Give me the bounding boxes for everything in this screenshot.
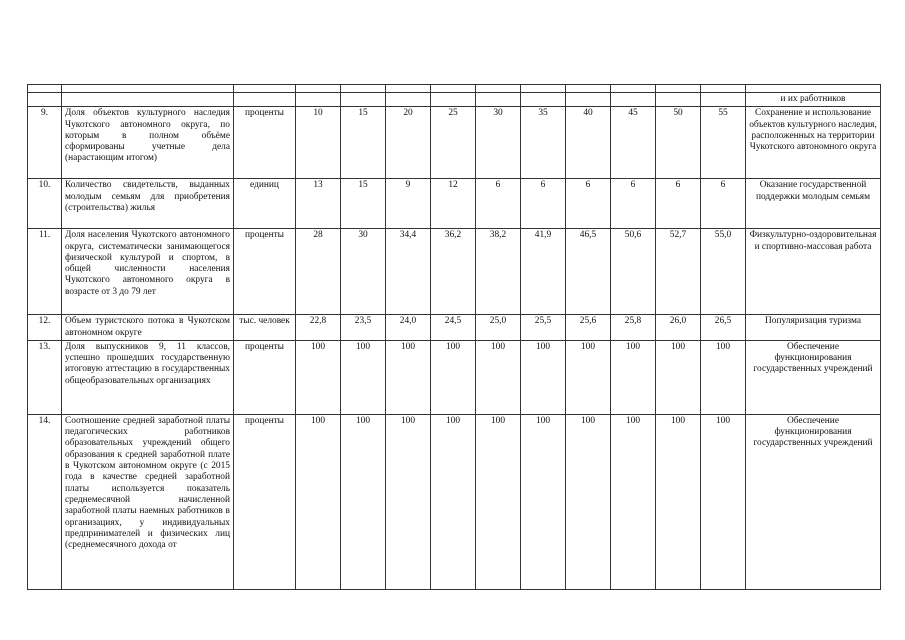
direction-cell: Физкультурно-оздоровительная и спортивно-массовая работа [746,229,881,315]
value-cell: 100 [611,340,656,414]
unit-cell: проценты [234,107,296,179]
value-cell: 100 [521,414,566,589]
value-cell: 46,5 [566,229,611,315]
value-cell: 6 [476,179,521,229]
value-cell: 30 [341,229,386,315]
value-cell: 100 [341,414,386,589]
value-cell: 6 [611,179,656,229]
value-cell: 50,6 [611,229,656,315]
value-cell: 25,6 [566,315,611,341]
value-cell: 100 [701,414,746,589]
value-cell: 6 [656,179,701,229]
direction-cell: Обеспечение функционирования государственных учреждений [746,414,881,589]
value-cell: 100 [296,340,341,414]
value-cell: 15 [341,179,386,229]
value-cell: 100 [476,414,521,589]
indicator-name: Доля выпускников 9, 11 классов, успешно прошедших государственную итоговую аттестацию в государственных общеобразовательных организациях [62,340,234,414]
value-cell: 55 [701,107,746,179]
table-row [28,107,881,179]
value-cell: 13 [296,179,341,229]
value-cell: 36,2 [431,229,476,315]
value-cell: 28 [296,229,341,315]
value-cell: 100 [566,414,611,589]
indicator-name: Количество свидетельств, выданных молодым семьям для приобретения (строительства) жилья [62,179,234,229]
value-cell: 24,5 [431,315,476,341]
table-row [28,315,881,341]
value-cell: 10 [296,107,341,179]
value-cell: 52,7 [656,229,701,315]
value-cell: 100 [611,414,656,589]
direction-cell: Обеспечение функционирования государственных учреждений [746,340,881,414]
indicators-table [27,84,881,590]
value-cell: 100 [296,414,341,589]
value-cell: 25,5 [521,315,566,341]
value-cell: 100 [656,340,701,414]
table-row-continued [28,93,881,107]
unit-cell: проценты [234,229,296,315]
row-number: 9. [28,107,62,179]
indicator-name: Соотношение средней заработной платы педагогических работников образовательных учреждений общего образования к средней заработной плате в Чукотском автономном округе (с 2015 года в качестве средней заработной платы используется показатель среднемесячной начисленной заработной платы наемных работников в организациях, у индивидуальных предпринимателей и физических лиц (среднемесячного дохода от [62,414,234,589]
table-row-blank [28,85,881,93]
table-row [28,229,881,315]
value-cell: 41,9 [521,229,566,315]
value-cell: 26,0 [656,315,701,341]
value-cell: 100 [701,340,746,414]
unit-cell: единиц [234,179,296,229]
unit-cell: проценты [234,414,296,589]
row-number: 13. [28,340,62,414]
value-cell: 25 [431,107,476,179]
value-cell: 26,5 [701,315,746,341]
unit-cell: тыс. человек [234,315,296,341]
table-row [28,414,881,589]
value-cell: 100 [476,340,521,414]
value-cell: 45 [611,107,656,179]
value-cell: 55,0 [701,229,746,315]
direction-cell: Сохранение и использование объектов культурного наследия, расположенных на территории Чукотского автономного округа [746,107,881,179]
value-cell: 6 [521,179,566,229]
value-cell: 100 [431,414,476,589]
direction-cell: и их работников [746,93,881,107]
unit-cell: проценты [234,340,296,414]
value-cell: 100 [386,414,431,589]
row-number: 11. [28,229,62,315]
value-cell: 100 [656,414,701,589]
row-number: 12. [28,315,62,341]
value-cell: 100 [431,340,476,414]
direction-cell: Оказание государственной поддержки молодым семьям [746,179,881,229]
indicator-name: Доля объектов культурного наследия Чукотского автономного округа, по которым в полном объёме сформированы учетные дела (нарастающим итогом) [62,107,234,179]
value-cell: 24,0 [386,315,431,341]
value-cell: 6 [701,179,746,229]
value-cell: 38,2 [476,229,521,315]
value-cell: 34,4 [386,229,431,315]
row-number: 10. [28,179,62,229]
table-row [28,179,881,229]
value-cell: 9 [386,179,431,229]
value-cell: 23,5 [341,315,386,341]
indicator-name: Объем туристского потока в Чукотском автономном округе [62,315,234,341]
table-row [28,340,881,414]
value-cell: 40 [566,107,611,179]
value-cell: 15 [341,107,386,179]
value-cell: 35 [521,107,566,179]
value-cell: 12 [431,179,476,229]
value-cell: 50 [656,107,701,179]
value-cell: 20 [386,107,431,179]
value-cell: 6 [566,179,611,229]
value-cell: 100 [386,340,431,414]
row-number: 14. [28,414,62,589]
direction-cell: Популяризация туризма [746,315,881,341]
value-cell: 22,8 [296,315,341,341]
value-cell: 100 [521,340,566,414]
indicator-name: Доля населения Чукотского автономного округа, систематически занимающегося физической культурой и спортом, в общей численности населения Чукотского автономного округа в возрасте от 3 до 79 лет [62,229,234,315]
value-cell: 25,8 [611,315,656,341]
value-cell: 30 [476,107,521,179]
value-cell: 100 [566,340,611,414]
value-cell: 100 [341,340,386,414]
value-cell: 25,0 [476,315,521,341]
